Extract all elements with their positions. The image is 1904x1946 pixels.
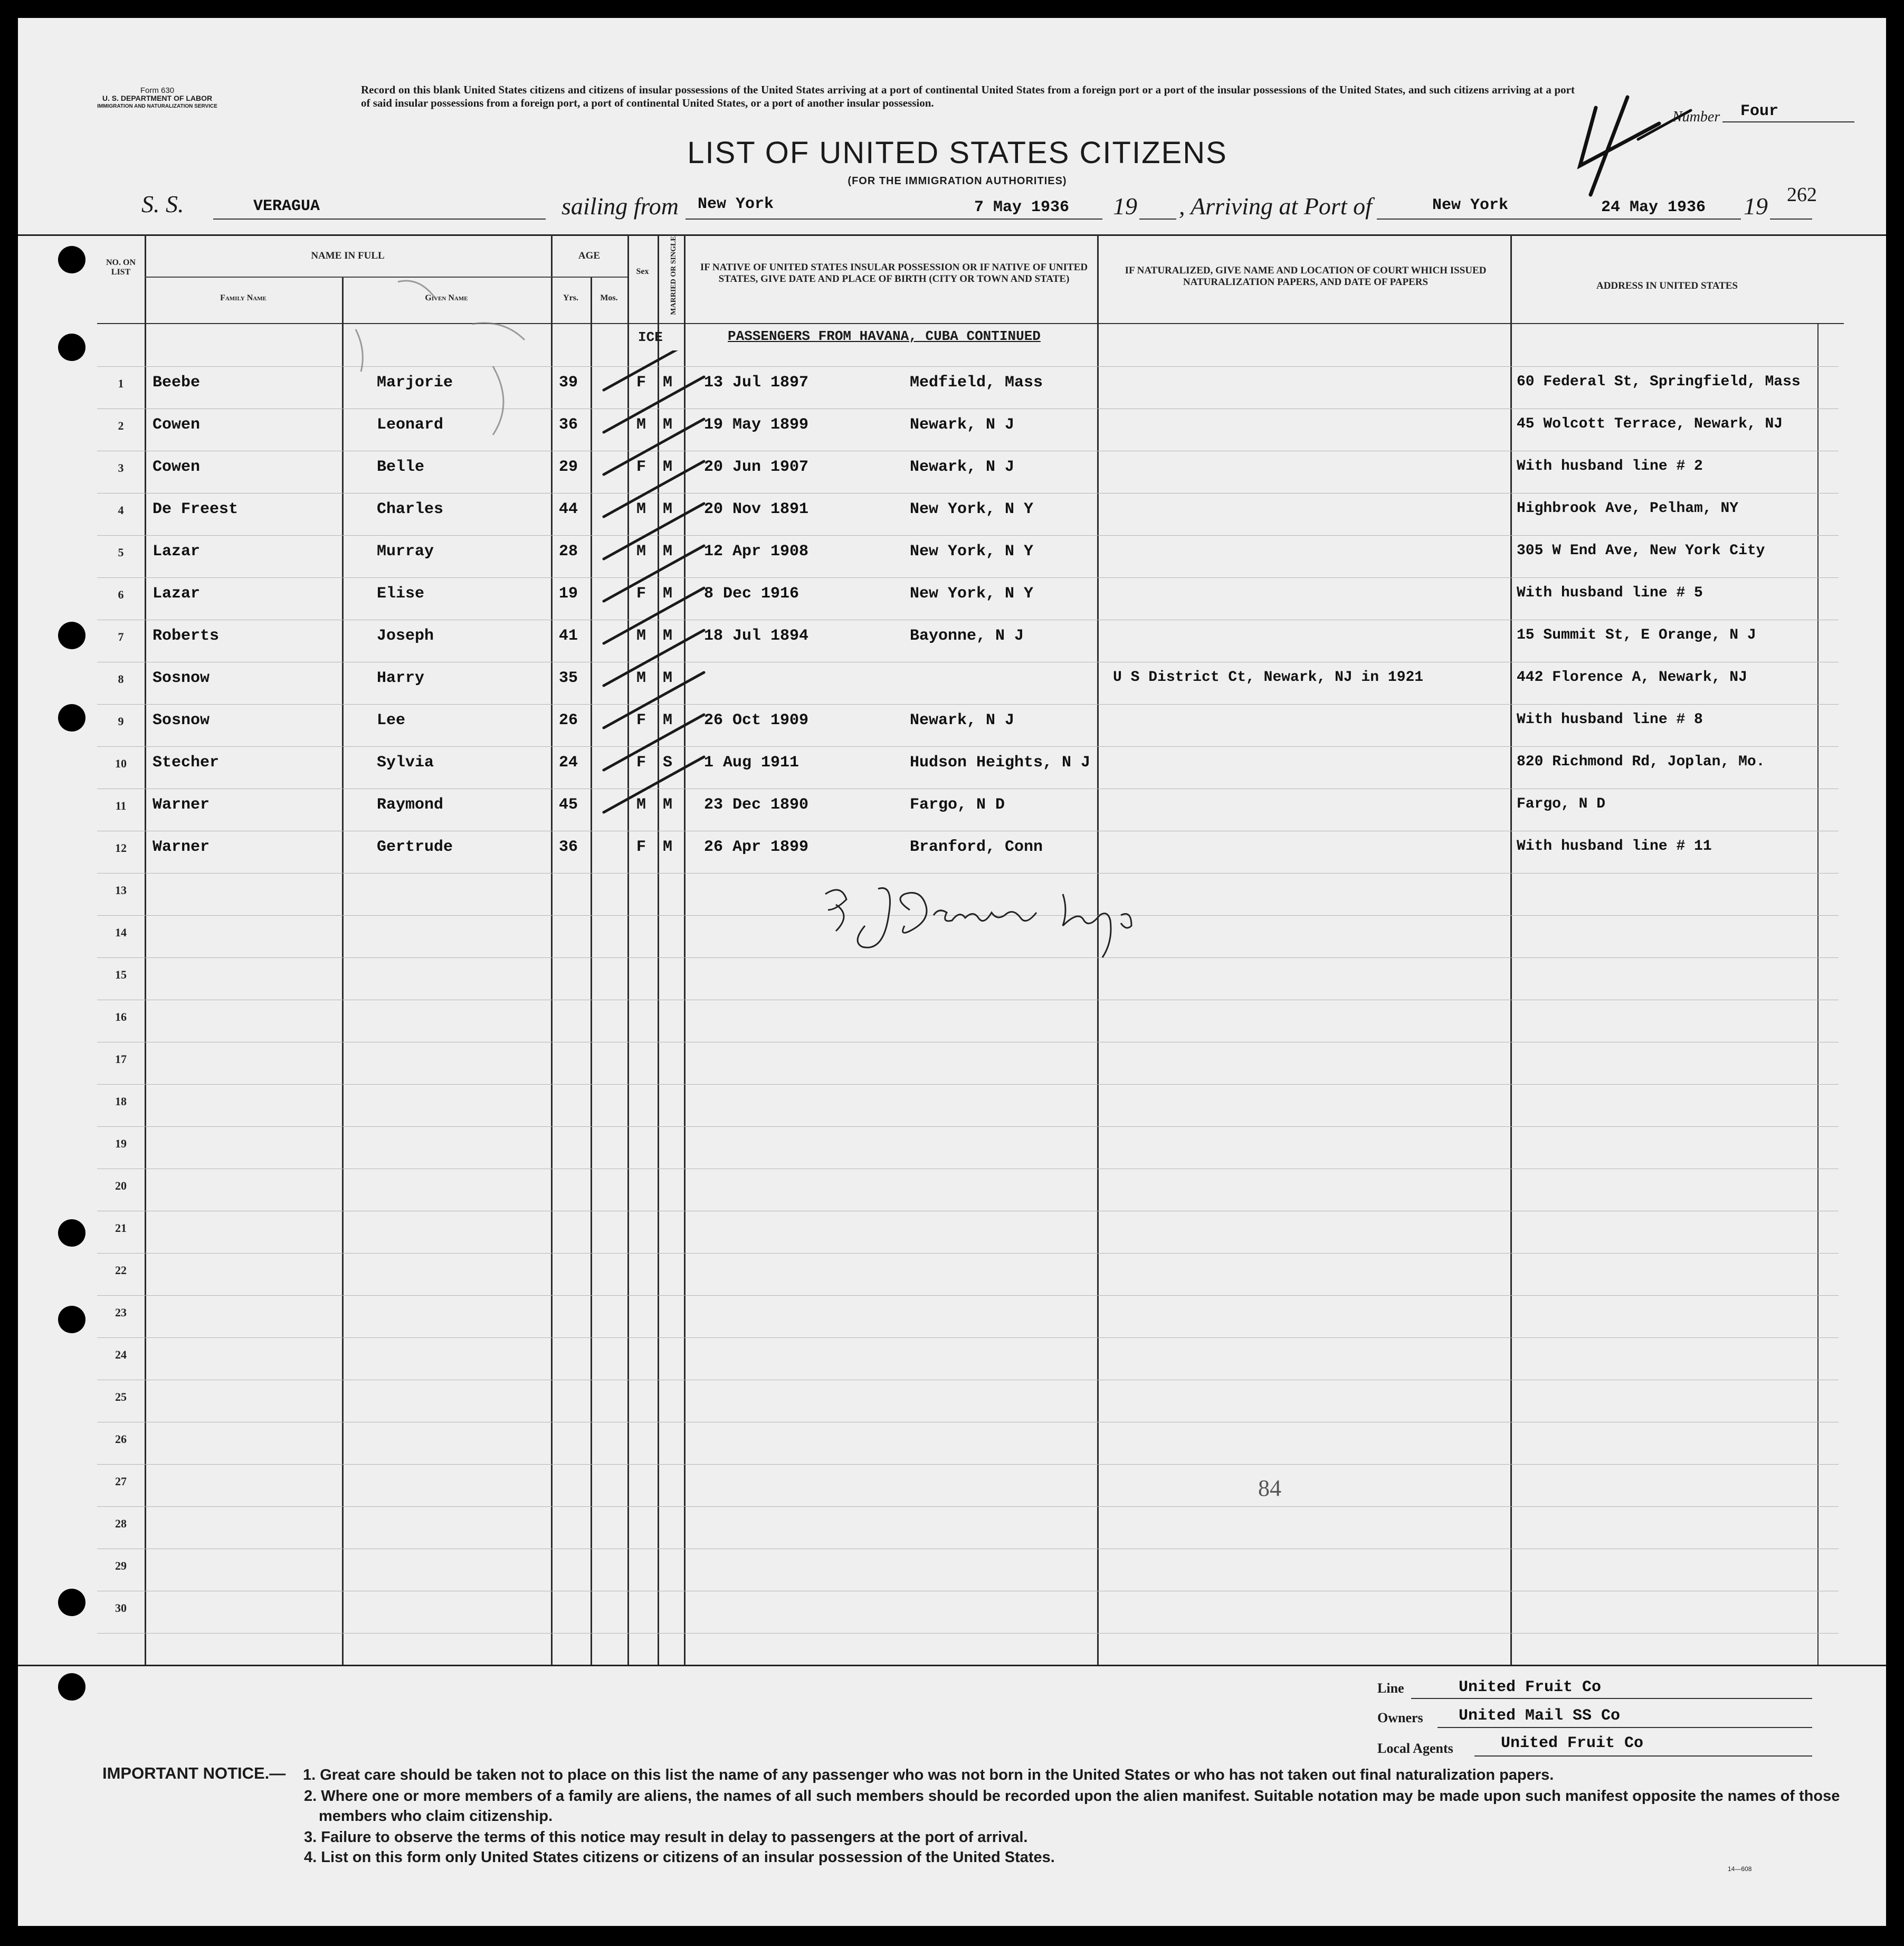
table-top-border: [18, 234, 1886, 236]
check-mark: [604, 757, 704, 812]
birth-date: 20 Nov 1891: [704, 500, 809, 518]
ruled-line: [97, 1253, 1839, 1254]
ruled-line: [97, 1506, 1839, 1507]
given-name: Belle: [377, 458, 425, 476]
marital-status: M: [663, 838, 673, 856]
arriving-label: , Arriving at Port of: [1179, 193, 1372, 220]
marital-status: S: [663, 754, 673, 772]
col-header-no: NO. ON LIST: [106, 258, 136, 277]
age-years: 35: [559, 669, 578, 687]
family-name: Sosnow: [153, 711, 210, 729]
row-number: 15: [115, 968, 127, 981]
family-name: Warner: [153, 838, 210, 856]
line-label: Line: [1377, 1681, 1404, 1696]
row-number: 2: [118, 419, 124, 432]
marital-status: M: [663, 669, 673, 687]
family-name: Sosnow: [153, 669, 210, 687]
birth-date: 18 Jul 1894: [704, 627, 809, 645]
given-name: Gertrude: [377, 838, 453, 856]
family-name: Cowen: [153, 458, 201, 476]
birth-place: New York, N Y: [910, 543, 1034, 561]
row-number: 8: [118, 672, 124, 686]
sex: F: [636, 585, 646, 603]
ss-label: S. S.: [141, 191, 184, 217]
marital-status: M: [663, 627, 673, 645]
family-name: Cowen: [153, 416, 201, 434]
sex: M: [636, 500, 646, 518]
col-header-naturalized: IF NATURALIZED, GIVE NAME AND LOCATION OF COURT WHICH ISSUED NATURALIZATION PAPERS, AND DATE OF PAPERS: [1125, 265, 1487, 288]
line-value: United Fruit Co: [1459, 1678, 1602, 1696]
row-number: 3: [118, 461, 124, 474]
owners-fill: [1437, 1727, 1812, 1728]
arrival-year-line: [1770, 219, 1812, 220]
pencil-stamp-marks: [335, 266, 567, 445]
punch-hole: [58, 622, 85, 649]
number-line: [1722, 121, 1854, 122]
row-number: 19: [115, 1137, 127, 1150]
punch-hole: [58, 334, 85, 361]
notice-heading: IMPORTANT NOTICE.—: [102, 1764, 286, 1782]
check-mark: [604, 588, 704, 643]
age-years: 29: [559, 458, 578, 476]
number-label: Number: [1672, 109, 1720, 125]
col-header-age: AGE: [578, 250, 601, 261]
row-number: 5: [118, 546, 124, 559]
number-handwritten: [1559, 81, 1696, 203]
punch-hole: [58, 246, 85, 273]
marital-status: M: [663, 374, 673, 392]
sex: F: [636, 458, 646, 476]
birth-date: 26 Oct 1909: [704, 711, 809, 729]
marital-status: M: [663, 711, 673, 729]
row-number: 1: [118, 377, 124, 390]
record-note: Record on this blank United States citizens and citizens of insular possessions of the United States arriving at a port of continental United States from a foreign port or a port of the insular possessions of the United States, and such citizens arriving at a port of said insular possessions from a foreign port, a port of continental United States, or a port of another insular possession.: [361, 83, 1575, 109]
sex-annotation: ICE: [638, 329, 663, 345]
age-years: 36: [559, 416, 578, 434]
col-header-address: ADDRESS IN UNITED STATES: [1596, 280, 1738, 291]
family-name: Warner: [153, 796, 210, 814]
birth-date: 8 Dec 1916: [704, 585, 799, 603]
section-heading: PASSENGERS FROM HAVANA, CUBA CONTINUED: [728, 328, 1041, 344]
col-divider-name: [551, 234, 553, 1665]
birth-place: Bayonne, N J: [910, 627, 1024, 645]
address: With husband line # 11: [1517, 838, 1712, 855]
sailing-port: New York: [698, 195, 774, 213]
col-divider-yrs: [591, 277, 592, 1665]
birth-date: 1 Aug 1911: [704, 754, 799, 772]
page-subtitle: (FOR THE IMMIGRATION AUTHORITIES): [848, 175, 1067, 187]
birth-place: New York, N Y: [910, 500, 1034, 518]
check-mark: [604, 377, 704, 432]
sex: M: [636, 796, 646, 814]
ruled-line: [97, 1633, 1839, 1634]
family-name: Lazar: [153, 543, 201, 561]
col-divider-address: [1817, 323, 1819, 1665]
marital-status: M: [663, 416, 673, 434]
marital-status: M: [663, 543, 673, 561]
col-header-sex: Sex: [636, 267, 649, 276]
footer-code: 14—608: [1728, 1865, 1752, 1873]
address: 45 Wolcott Terrace, Newark, NJ: [1517, 416, 1783, 432]
birth-date: 23 Dec 1890: [704, 796, 809, 814]
row-number: 17: [115, 1052, 127, 1066]
agents-fill: [1474, 1755, 1812, 1757]
age-years: 24: [559, 754, 578, 772]
given-name: Murray: [377, 543, 434, 561]
sex: F: [636, 711, 646, 729]
ruled-line: [97, 746, 1839, 747]
row-number: 24: [115, 1348, 127, 1361]
col-divider-family: [342, 277, 344, 1665]
form-label: Form 630 U. S. DEPARTMENT OF LABOR IMMIGRATION AND NATURALIZATION SERVICE: [97, 86, 217, 109]
sailing-date-line: [965, 219, 1102, 220]
owners-label: Owners: [1377, 1710, 1423, 1725]
punch-hole: [58, 1673, 85, 1701]
arrival-line: [1377, 219, 1741, 220]
given-name: Harry: [377, 669, 425, 687]
row-number: 6: [118, 588, 124, 601]
address: With husband line # 2: [1517, 458, 1703, 474]
sex: M: [636, 627, 646, 645]
owners-value: United Mail SS Co: [1459, 1707, 1621, 1725]
row-number: 25: [115, 1390, 127, 1403]
row-number: 23: [115, 1306, 127, 1319]
marital-status: M: [663, 796, 673, 814]
address: 305 W End Ave, New York City: [1517, 543, 1765, 559]
page-stamp: 262: [1787, 184, 1817, 206]
marital-status: M: [663, 458, 673, 476]
check-mark: [604, 715, 704, 770]
col-header-yrs: Yrs.: [563, 293, 578, 302]
line-fill: [1411, 1698, 1812, 1699]
col-header-name: NAME IN FULL: [311, 250, 385, 261]
family-name: Roberts: [153, 627, 220, 645]
check-mark: [604, 461, 704, 517]
birth-place: New York, N Y: [910, 585, 1034, 603]
document-page: [18, 18, 1886, 1926]
row-number: 11: [115, 799, 127, 812]
ruled-line: [97, 535, 1839, 536]
row-number: 10: [115, 757, 127, 770]
age-years: 36: [559, 838, 578, 856]
row-number: 18: [115, 1095, 127, 1108]
row-number: 12: [115, 841, 127, 855]
punch-hole: [58, 1219, 85, 1247]
row-number: 7: [118, 630, 124, 643]
number-value: Four: [1740, 102, 1779, 120]
age-years: 39: [559, 374, 578, 392]
sailing-year-label: 19: [1113, 193, 1137, 220]
given-name: Marjorie: [377, 374, 453, 392]
notice-2: 2. Where one or more members of a family are aliens, the names of all such members should be recorded upon the alien manifest. Suitable notation may be made upon such manifest opposite the names of those members who claim citizenship.: [304, 1788, 1840, 1825]
ruled-line: [97, 1084, 1839, 1085]
punch-hole: [58, 1589, 85, 1616]
col-divider-no: [145, 234, 146, 1665]
sex: F: [636, 838, 646, 856]
row-number: 4: [118, 504, 124, 517]
agents-value: United Fruit Co: [1501, 1734, 1644, 1752]
birth-place: Newark, N J: [910, 416, 1015, 434]
sailing-line: [686, 219, 965, 220]
stamp-number: 84: [1258, 1475, 1281, 1501]
marital-status: M: [663, 585, 673, 603]
arrival-date: 24 May 1936: [1601, 198, 1706, 216]
age-years: 19: [559, 585, 578, 603]
check-mark: [604, 546, 704, 601]
age-years: 41: [559, 627, 578, 645]
page-title: LIST OF UNITED STATES CITIZENS: [687, 136, 1227, 170]
given-name: Lee: [377, 711, 406, 729]
birth-place: Newark, N J: [910, 711, 1015, 729]
sailing-label: sailing from: [561, 193, 679, 220]
row-number: 30: [115, 1601, 127, 1615]
row-number: 14: [115, 926, 127, 939]
family-name: Stecher: [153, 754, 220, 772]
family-name: De Freest: [153, 500, 239, 518]
birth-place: Hudson Heights, N J: [910, 754, 1091, 772]
given-name: Joseph: [377, 627, 434, 645]
row-number: 16: [115, 1010, 127, 1023]
given-name: Elise: [377, 585, 425, 603]
sex: M: [636, 669, 646, 687]
age-years: 45: [559, 796, 578, 814]
row-number: 22: [115, 1264, 127, 1277]
row-number: 9: [118, 715, 124, 728]
address: 820 Richmond Rd, Joplan, Mo.: [1517, 754, 1765, 770]
check-mark: [604, 630, 704, 686]
check-marks: [598, 350, 730, 868]
notice-1: 1. Great care should be taken not to place on this list the name of any passenger who was not born in the United States or who has not taken out final naturalization papers.: [303, 1767, 1554, 1783]
ruled-line: [97, 1337, 1839, 1338]
given-name: Raymond: [377, 796, 444, 814]
given-name: Charles: [377, 500, 444, 518]
row-number: 28: [115, 1517, 127, 1530]
ruled-line: [97, 1126, 1839, 1127]
birth-date: 12 Apr 1908: [704, 543, 809, 561]
address: 442 Florence A, Newark, NJ: [1517, 669, 1747, 686]
birth-date: 26 Apr 1899: [704, 838, 809, 856]
col-header-birth: IF NATIVE OF UNITED STATES INSULAR POSSESSION OR IF NATIVE OF UNITED STATES, GIVE DATE AND PLACE OF BIRTH (CITY OR TOWN AND STATE): [700, 262, 1088, 284]
sex: M: [636, 543, 646, 561]
sex: F: [636, 754, 646, 772]
col-header-given: Given Name: [425, 293, 468, 302]
col-header-mos: Mos.: [600, 293, 618, 302]
agents-label: Local Agents: [1377, 1741, 1453, 1756]
row-number: 29: [115, 1559, 127, 1572]
given-name: Sylvia: [377, 754, 434, 772]
ruled-line: [97, 704, 1839, 705]
ruled-line: [97, 577, 1839, 578]
age-years: 28: [559, 543, 578, 561]
sex: M: [636, 416, 646, 434]
address: Highbrook Ave, Pelham, NY: [1517, 500, 1739, 517]
naturalization: U S District Ct, Newark, NJ in 1921: [1113, 669, 1424, 686]
birth-date: 19 May 1899: [704, 416, 809, 434]
col-divider-naturalized: [1510, 234, 1512, 1665]
col-header-family: Family Name: [220, 293, 266, 302]
birth-place: Medfield, Mass: [910, 374, 1043, 392]
address: 15 Summit St, E Orange, N J: [1517, 627, 1756, 643]
row-number: 26: [115, 1432, 127, 1446]
ruled-line: [97, 1295, 1839, 1296]
birth-date: 13 Jul 1897: [704, 374, 809, 392]
marital-status: M: [663, 500, 673, 518]
family-name: Lazar: [153, 585, 201, 603]
check-mark: [604, 419, 704, 474]
birth-place: Branford, Conn: [910, 838, 1043, 856]
ship-line: [213, 219, 546, 220]
row-number: 13: [115, 884, 127, 897]
address: With husband line # 8: [1517, 711, 1703, 728]
col-header-married: MARRIED OR SINGLE: [670, 236, 678, 315]
inspector-signature: [815, 862, 1195, 968]
punch-hole: [58, 704, 85, 732]
address: Fargo, N D: [1517, 796, 1606, 812]
ship-name: VERAGUA: [253, 197, 320, 215]
address: With husband line # 5: [1517, 585, 1703, 601]
sailing-year-line: [1139, 219, 1176, 220]
notice-4: 4. List on this form only United States citizens or citizens of an insular possession of the United States.: [304, 1849, 1055, 1866]
notice-3: 3. Failure to observe the terms of this notice may result in delay to passengers at the port of arrival.: [304, 1829, 1028, 1846]
arrival-year-label: 19: [1744, 193, 1768, 220]
row-number: 21: [115, 1221, 127, 1235]
age-years: 26: [559, 711, 578, 729]
arrival-port: New York: [1432, 196, 1509, 214]
check-mark: [604, 672, 704, 728]
punch-hole: [58, 1306, 85, 1333]
sailing-date: 7 May 1936: [974, 198, 1070, 216]
family-name: Beebe: [153, 374, 201, 392]
age-years: 44: [559, 500, 578, 518]
row-number: 20: [115, 1179, 127, 1192]
birth-place: Newark, N J: [910, 458, 1015, 476]
given-name: Leonard: [377, 416, 444, 434]
ruled-line: [97, 1464, 1839, 1465]
birth-place: Fargo, N D: [910, 796, 1005, 814]
address: 60 Federal St, Springfield, Mass: [1517, 374, 1801, 390]
sex: F: [636, 374, 646, 392]
check-mark: [604, 504, 704, 559]
birth-date: 20 Jun 1907: [704, 458, 809, 476]
row-number: 27: [115, 1475, 127, 1488]
table-bottom-border: [18, 1665, 1886, 1666]
